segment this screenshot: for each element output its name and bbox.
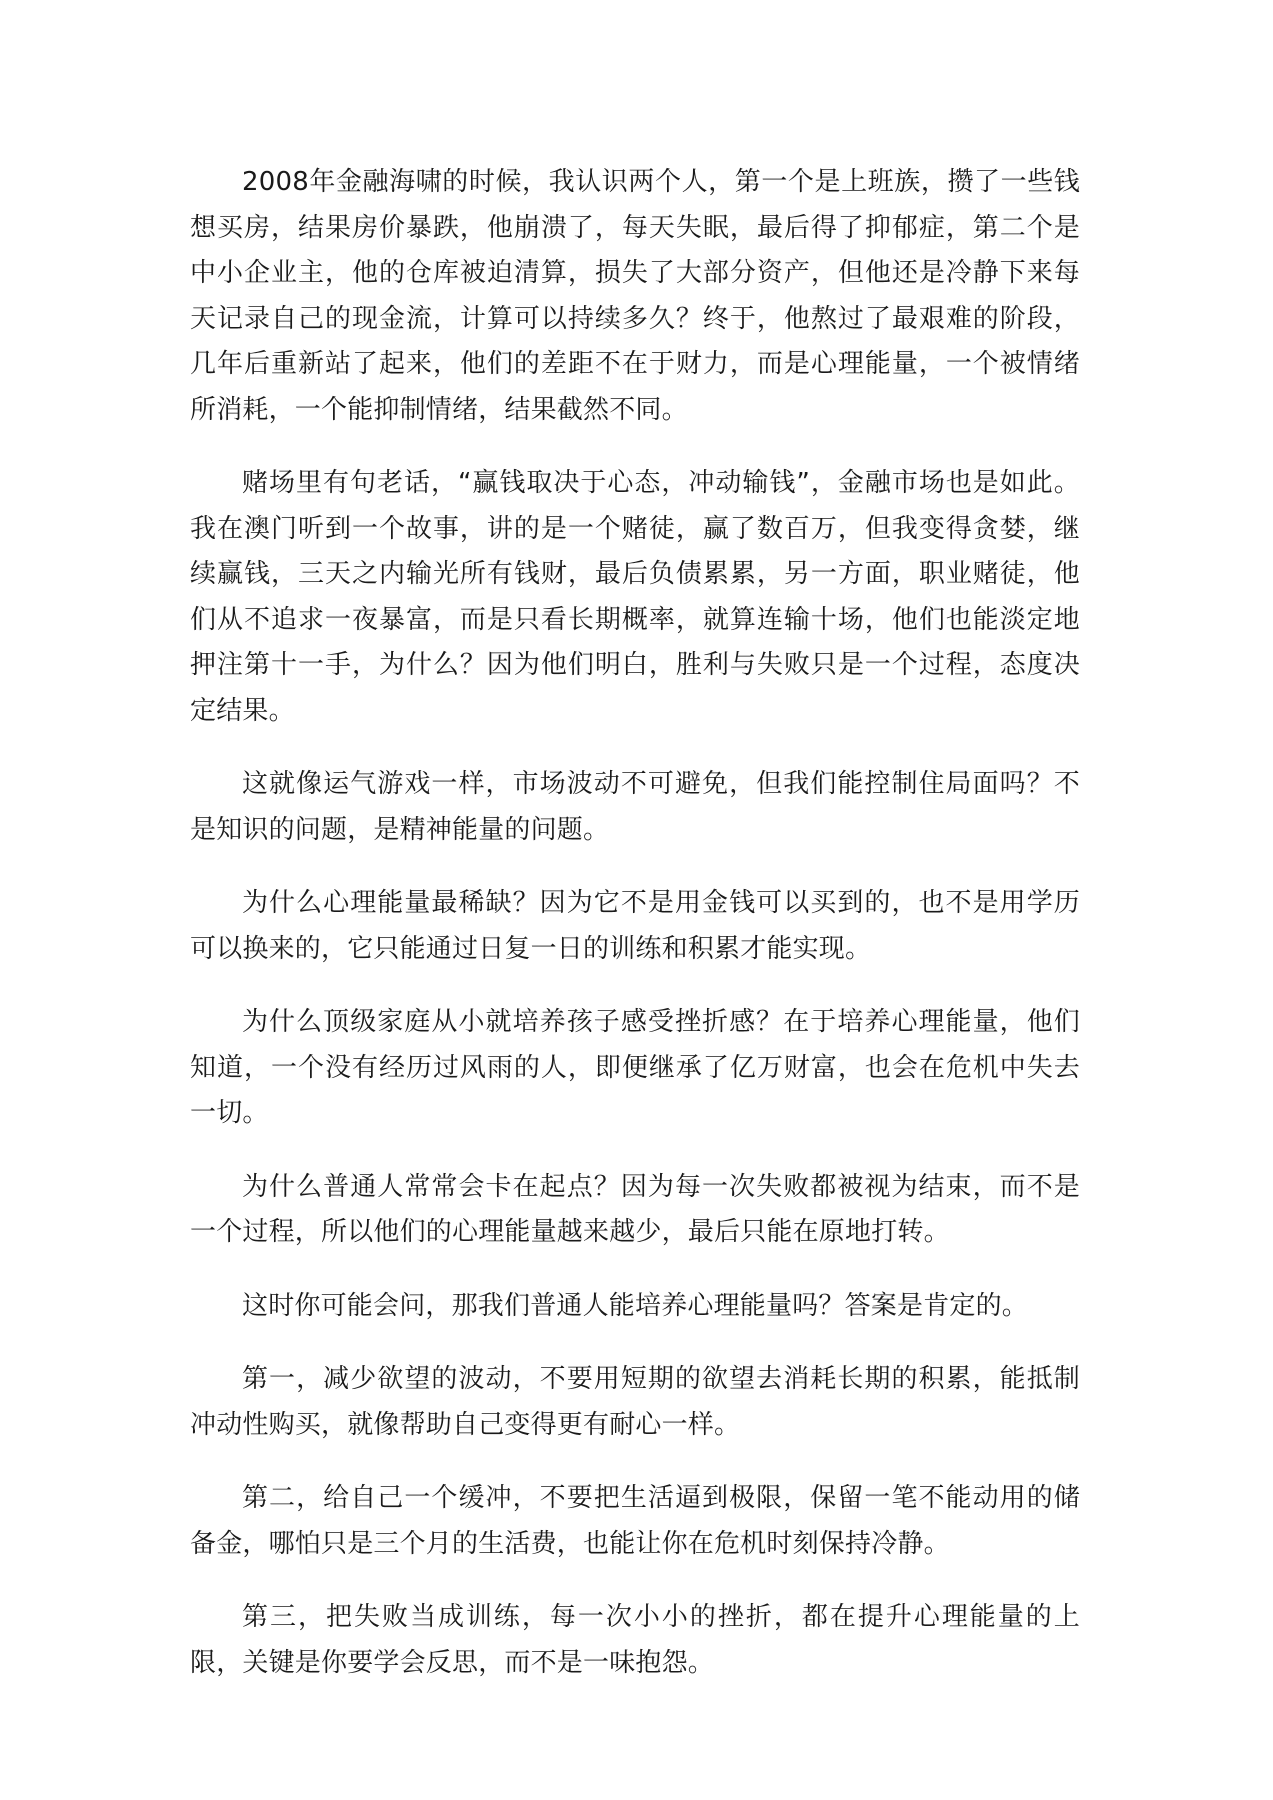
paragraph-7: 这时你可能会问，那我们普通人能培养心理能量吗？答案是肯定的。 — [242, 1290, 1029, 1321]
paragraph-6: 为什么普通人常常会卡在起点？因为每一次失败都被视为结束，而不是一个过程，所以他们的心理能量越来越少，最后只能在原地打转。 — [190, 1171, 1080, 1247]
paragraph-8: 第一，减少欲望的波动，不要用短期的欲望去消耗长期的积累，能抵制冲动性购买，就像帮助自己变得更有耐心一样。 — [190, 1364, 1080, 1440]
paragraph-5: 为什么顶级家庭从小就培养孩子感受挫折感？在于培养心理能量，他们知道，一个没有经历过风雨的人，即便继承了亿万财富，也会在危机中失去一切。 — [190, 1007, 1080, 1128]
paragraph-10: 第三，把失败当成训练，每一次小小的挫折，都在提升心理能量的上限，关键是你要学会反思，而不是一味抱怨。 — [190, 1602, 1080, 1678]
paragraph-2: 赌场里有句老话，“赢钱取决于心态，冲动输钱”，金融市场也是如此。我在澳门听到一个故事，讲的是一个赌徒，赢了数百万，但我变得贪婪，继续赢钱，三天之内输光所有钱财，最后负债累累，另一方面，职业赌徒，他们从不追求一夜暴富，而是只看长期概率，就算连输十场，他们也能淡定地押注第十一手，为什么？因为他们明白，胜利与失败只是一个过程，态度决定结果。 — [190, 468, 1080, 726]
paragraph-9: 第二，给自己一个缓冲，不要把生活逼到极限，保留一笔不能动用的储备金，哪怕只是三个月的生活费，也能让你在危机时刻保持冷静。 — [190, 1483, 1080, 1559]
paragraph-3: 这就像运气游戏一样，市场波动不可避免，但我们能控制住局面吗？不是知识的问题，是精神能量的问题。 — [190, 769, 1080, 845]
paragraph-1: 2008年金融海啸的时候，我认识两个人，第一个是上班族，攒了一些钱想买房，结果房价暴跌，他崩溃了，每天失眠，最后得了抑郁症，第二个是中小企业主，他的仓库被迫清算，损失了大部分资产，但他还是冷静下来每天记录自己的现金流，计算可以持续多久？终于，他熬过了最艰难的阶段，几年后重新站了起来，他们的差距不在于财力，而是心理能量，一个被情绪所消耗，一个能抑制情绪，结果截然不同。 — [190, 167, 1080, 425]
document-body — [190, 160, 1080, 1714]
paragraph-4: 为什么心理能量最稀缺？因为它不是用金钱可以买到的，也不是用学历可以换来的，它只能通过日复一日的训练和积累才能实现。 — [190, 888, 1080, 964]
